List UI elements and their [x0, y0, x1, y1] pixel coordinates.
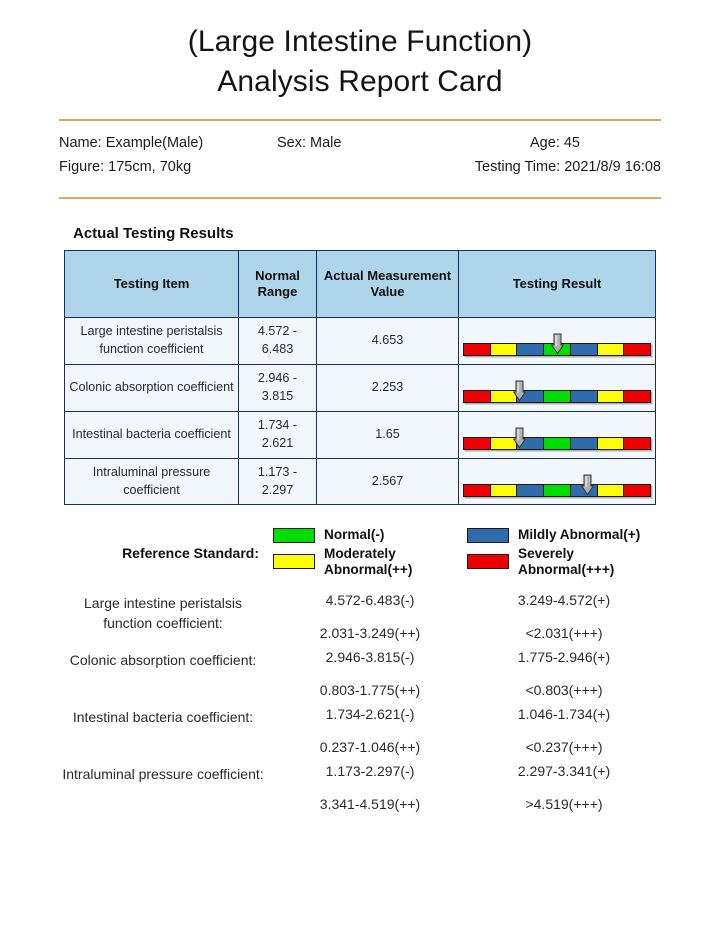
gauge-segment-red [464, 344, 490, 355]
gauge-marker-arrow-icon [513, 380, 526, 402]
reference-range-normal: 2.946-3.815(-) [325, 648, 415, 665]
gauge-segment-red [623, 344, 650, 355]
results-table [64, 250, 656, 505]
reference-range-severe: >4.519(+++) [525, 795, 603, 812]
gauge-track [463, 390, 651, 403]
gauge-segment-blue [516, 344, 543, 355]
reference-range-group [59, 763, 661, 812]
gauge-segment-red [623, 438, 650, 449]
reference-range-severe: <0.803(+++) [525, 681, 603, 698]
legend-entry-label: Severely Abnormal(+++) [518, 546, 615, 577]
gauge-segment-yellow [490, 344, 517, 355]
reference-range-values [273, 763, 661, 812]
row-item-name: Colonic absorption coefficient [65, 365, 239, 412]
table-row [65, 365, 656, 412]
row-testing-result [459, 411, 656, 458]
gauge-segment-yellow [597, 391, 624, 402]
legend-swatch-red-icon [467, 554, 509, 569]
gauge-segment-green [543, 485, 570, 496]
reference-range-name: Intestinal bacteria coefficient: [72, 708, 254, 725]
legend-swatch-yellow-icon [273, 554, 315, 569]
reference-range-mild: 1.046-1.734(+) [517, 705, 611, 722]
reference-range-moderate: 0.237-1.046(++) [319, 738, 421, 755]
gauge-segment-blue [570, 438, 597, 449]
row-normal-range: 2.946 - 3.815 [239, 365, 317, 412]
legend-entry-moderately-abnormal [273, 546, 467, 578]
reference-range-normal: 4.572-6.483(-) [325, 591, 415, 608]
reference-range-name: Large intestine peristalsis function coefficient: [84, 594, 242, 631]
patient-name: Name: Example(Male) [59, 135, 204, 152]
column-header-testing-item: Testing Item [65, 251, 239, 318]
legend-entry-label: Moderately Abnormal(++) [324, 546, 413, 577]
legend-swatch-green-icon [273, 528, 315, 543]
reference-range-group [59, 649, 661, 698]
patient-age: Age: 45 [530, 135, 580, 152]
patient-info [59, 121, 661, 183]
gauge-track [463, 484, 651, 497]
legend-entry-severely-abnormal [467, 546, 661, 578]
gauge-marker-arrow-icon [513, 427, 526, 449]
table-row [65, 458, 656, 505]
result-gauge [463, 465, 651, 499]
legend-entry-normal [273, 527, 467, 543]
row-testing-result [459, 318, 656, 365]
reference-range-normal: 1.173-2.297(-) [325, 762, 415, 779]
patient-info-row-2 [59, 155, 661, 179]
gauge-segment-yellow [597, 344, 624, 355]
row-item-name: Large intestine peristalsis function coefficient [65, 318, 239, 365]
reference-ranges-section [59, 578, 661, 812]
patient-info-row-1 [59, 131, 661, 155]
results-table-wrapper [64, 250, 656, 505]
reference-range-severe: <0.237(+++) [525, 738, 603, 755]
reference-range-moderate: 0.803-1.775(++) [319, 681, 421, 698]
gauge-marker-arrow-icon [551, 333, 564, 355]
row-measurement-value: 4.653 [317, 318, 459, 365]
gauge-segment-blue [570, 344, 597, 355]
report-title [0, 0, 720, 102]
reference-range-mild: 2.297-3.341(+) [517, 762, 611, 779]
testing-time: Testing Time: 2021/8/9 16:08 [474, 159, 661, 176]
table-row [65, 411, 656, 458]
reference-standard-legend [59, 505, 661, 577]
gauge-segment-yellow [597, 485, 624, 496]
reference-range-mild: 1.775-2.946(+) [517, 648, 611, 665]
row-item-name: Intestinal bacteria coefficient [65, 411, 239, 458]
column-header-normal-range: Normal Range [239, 251, 317, 318]
reference-range-severe: <2.031(+++) [525, 624, 603, 641]
gauge-segment-green [543, 438, 570, 449]
row-measurement-value: 2.253 [317, 365, 459, 412]
gauge-segment-blue [570, 391, 597, 402]
legend-column-right [467, 527, 661, 577]
gauge-segment-red [464, 391, 490, 402]
results-table-body [65, 318, 656, 505]
column-header-actual-measurement-value: Actual Measurement Value [317, 251, 459, 318]
table-row [65, 318, 656, 365]
reference-range-name: Intraluminal pressure coefficient: [62, 765, 264, 782]
gauge-segment-red [623, 485, 650, 496]
reference-range-group [59, 706, 661, 755]
reference-range-mild: 3.249-4.572(+) [517, 591, 611, 608]
gauge-segment-yellow [490, 485, 517, 496]
legend-entry-label: Mildly Abnormal(+) [518, 527, 641, 543]
reference-range-moderate: 3.341-4.519(++) [319, 795, 421, 812]
row-measurement-value: 1.65 [317, 411, 459, 458]
gauge-segment-blue [516, 485, 543, 496]
result-gauge [463, 324, 651, 358]
patient-info-spacer [277, 155, 377, 179]
report-title-line-2: Analysis Report Card [217, 65, 503, 99]
patient-sex: Sex: Male [277, 135, 342, 152]
row-item-name: Intraluminal pressure coefficient [65, 458, 239, 505]
gauge-marker-arrow-icon [581, 474, 594, 496]
gauge-segment-red [464, 485, 490, 496]
gauge-segment-yellow [597, 438, 624, 449]
legend-column-left [273, 527, 467, 577]
reference-range-normal: 1.734-2.621(-) [325, 705, 415, 722]
results-table-header-row [65, 251, 656, 318]
legend-entry-label: Normal(-) [324, 527, 385, 543]
row-normal-range: 4.572 - 6.483 [239, 318, 317, 365]
result-gauge [463, 418, 651, 452]
gauge-segment-red [464, 438, 490, 449]
results-section-heading: Actual Testing Results [73, 225, 234, 243]
legend-title: Reference Standard: [122, 544, 259, 561]
gauge-segment-red [623, 391, 650, 402]
row-testing-result [459, 365, 656, 412]
row-normal-range: 1.734 - 2.621 [239, 411, 317, 458]
gauge-track [463, 437, 651, 450]
patient-figure: Figure: 175cm, 70kg [59, 159, 192, 176]
column-header-testing-result: Testing Result [459, 251, 656, 318]
reference-range-values [273, 706, 661, 755]
reference-range-values [273, 592, 661, 641]
legend-swatch-blue-icon [467, 528, 509, 543]
reference-range-name: Colonic absorption coefficient: [69, 651, 257, 668]
reference-range-group [59, 592, 661, 641]
gauge-segment-green [543, 391, 570, 402]
row-measurement-value: 2.567 [317, 458, 459, 505]
legend-entry-mildly-abnormal [467, 527, 661, 543]
report-title-line-1: (Large Intestine Function) [187, 25, 533, 58]
row-normal-range: 1.173 - 2.297 [239, 458, 317, 505]
result-gauge [463, 371, 651, 405]
reference-range-moderate: 2.031-3.249(++) [319, 624, 421, 641]
reference-range-values [273, 649, 661, 698]
row-testing-result [459, 458, 656, 505]
